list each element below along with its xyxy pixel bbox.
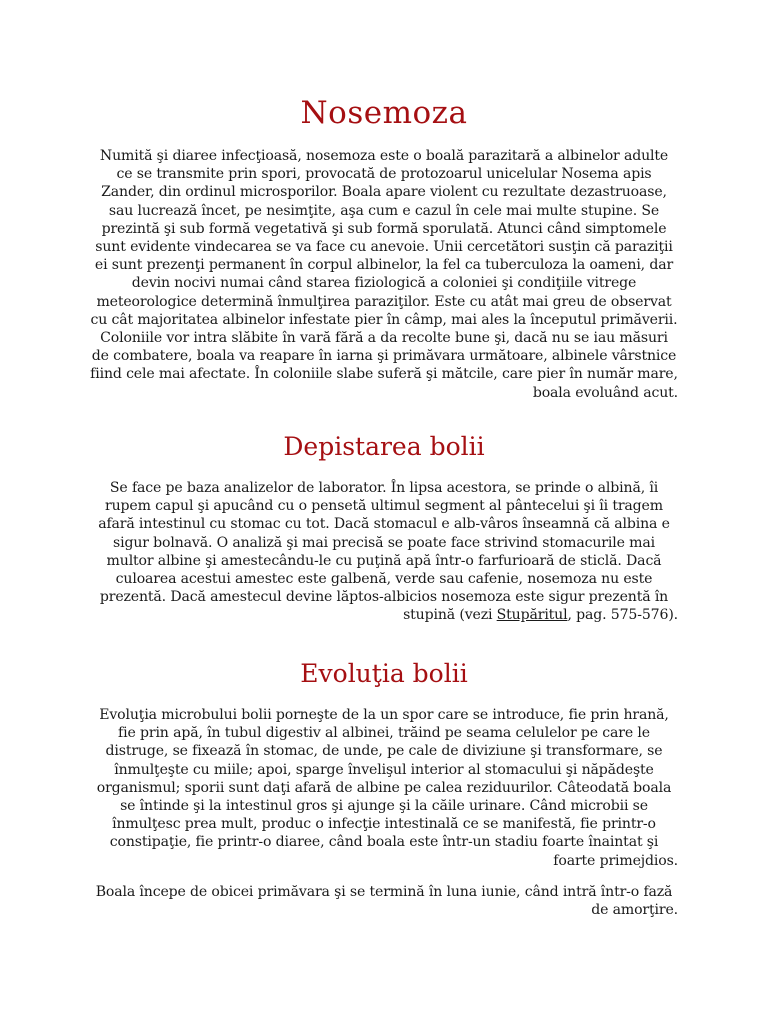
page-title: Nosemoza (300, 95, 468, 131)
stuparitul-link[interactable]: Stupăritul (496, 607, 568, 624)
section-heading-evolutie: Evoluţia bolii (300, 659, 468, 688)
depistare-text: Se face pe baza analizelor de laborator. În lipsa acestora, se prinde o albină, îi rupem capul şi apucând cu o pensetă ultimul segment al pântecelui şi îi tragem afară intestinul cu stomac cu tot. Dacă stomacul e alb-vâros înseamnă că albina e sigur bolnavă. O analiză şi mai precisă se poate face strivind stomacurile mai multor albine şi amestecându-le cu puţină apă într-o farfurioară de sticlă. Dacă culoarea acestui amestec este galbenă, verde sau cafenie, nosemoza nu este prezentă. Dacă amestecul devine lăptos-albicios nosemoza este sigur prezentă în stupină (vezi (98, 480, 670, 624)
evolutie-paragraph-1: Evoluţia microbului bolii porneşte de la un spor care se introduce, fie prin hrană, fie prin apă, în tubul digestiv al albinei, trăind pe seama celulelor pe care le distruge, se fixează în stomac, de unde, pe cale de diviziune şi transformare, se înmulţeşte cu miile; apoi, sparge învelişul interior al stomacului şi năpădeşte organismul; sporii sunt daţi afară de albine pe calea reziduurilor. Câteodată boala se întinde şi la intestinul gros şi ajunge şi la căile urinare. Când microbii se înmulţesc prea mult, produc o infecţie intestinală ce se manifestă, fie printr-o constipaţie, fie printr-o diaree, când boala este într-un stadiu foarte înaintat şi foarte primejdios. (96, 707, 678, 869)
intro-paragraph: Numită şi diaree infecţioasă, nosemoza este o boală parazitară a albinelor adulte ce se transmite prin spori, provocată de protozoarul unicelular Nosema apis Zander, din ordinul microsporilor. Boala apare violent cu rezultate dezastruoase, sau lucrează încet, pe nesimţite, aşa cum e cazul în cele mai multe stupine. Se prezintă şi sub formă vegetativă şi sub formă sporulată. Atunci când simptomele sunt evidente vindecarea se va face cu anevoie. Unii cercetători susţin că paraziţii ei sunt prezenţi permanent în corpul albinelor, la fel ca tuberculoza la oameni, dar devin nocivi numai când starea fiziologică a coloniei şi condiţiile vitrege meteorologice determină înmulţirea paraziţilor. Este cu atât mai greu de observat cu cât majoritatea albinelor infestate pier în câmp, mai ales la începutul primăverii. Coloniile vor intra slăbite în vară fără a da recolte bune şi, dacă nu se iau măsuri de combatere, boala va reapare în iarna şi primăvara următoare, albinele vârstnice fiind cele mai afectate. În coloniile slabe suferă şi mătcile, care pier în număr mare, boala evoluând acut. (90, 148, 678, 401)
evolutie-paragraph-2: Boala începe de obicei primăvara şi se termină în luna iunie, când intră într-o fază de amorţire. (95, 884, 678, 919)
depistare-paragraph (90, 479, 678, 625)
depistare-text-end: , pag. 575-576). (567, 607, 678, 624)
section-heading-depistare: Depistarea bolii (283, 432, 485, 461)
